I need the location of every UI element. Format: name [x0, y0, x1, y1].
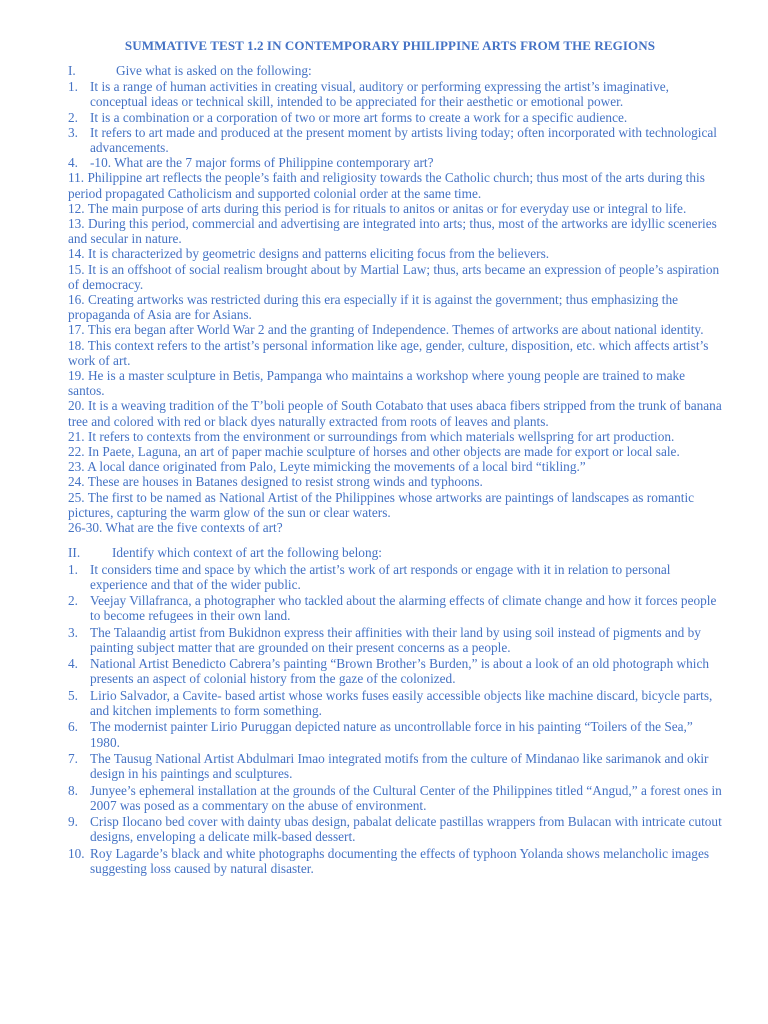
- item-text: Junyee’s ephemeral installation at the grounds of the Cultural Center of the Philippines titled “Angud,” a forest ones in 2007 was posed as a commentary on the abuse of environment.: [90, 782, 722, 813]
- list-item: [68, 125, 722, 155]
- question-item: 12. The main purpose of arts during this period is for rituals to anitos or anitas or for everyday use or integral to life.: [68, 200, 687, 216]
- section-2-list: [68, 562, 722, 877]
- section-1-flow-list: [68, 170, 722, 535]
- item-text: It considers time and space by which the artist’s work of art responds or engage with it in relation to personal experience and that of the wider public.: [90, 561, 671, 592]
- question-item: 19. He is a master sculpture in Betis, Pampanga who maintains a workshop where young people are trained to make santos.: [68, 368, 686, 399]
- section-2-instruction: Identify which context of art the following belong:: [112, 545, 382, 561]
- question-item: 25. The first to be named as National Artist of the Philippines whose artworks are paintings of landscapes as romantic pictures, capturing the warm glow of the sun or clear waters.: [68, 489, 695, 520]
- item-number: 10.: [68, 845, 85, 861]
- item-number: 1.: [68, 79, 78, 95]
- item-text: Crisp Ilocano bed cover with dainty ubas design, pabalat delicate pastillas wrappers from Bulacan with intricate cutout designs, enveloping a delicate milk-based dessert.: [90, 814, 722, 845]
- question-item: 16. Creating artworks was restricted during this era especially if it is against the government; thus emphasizing the propaganda of Asia are for Asians.: [68, 292, 679, 323]
- question-item: 20. It is a weaving tradition of the T’boli people of South Cotabato that uses abaca fibers stripped from the trunk of banana tree and colored with red or black dyes naturally extracted from roots of leaves and plants.: [68, 398, 722, 429]
- list-item: [68, 719, 722, 749]
- list-item: [68, 846, 722, 876]
- page-title: SUMMATIVE TEST 1.2 IN CONTEMPORARY PHILIPPINE ARTS FROM THE REGIONS: [124, 38, 656, 53]
- question-item: 23. A local dance originated from Palo, Leyte mimicking the movements of a local bird “tikling.”: [68, 459, 586, 475]
- item-number: 5.: [68, 687, 78, 703]
- section-1-instruction: Give what is asked on the following:: [116, 63, 312, 78]
- item-number: 6.: [68, 719, 78, 735]
- question-item: 14. It is characterized by geometric designs and patterns eliciting focus from the believers.: [68, 246, 550, 262]
- list-item: [68, 783, 722, 813]
- list-item: [68, 814, 722, 844]
- section-1-hanging-list: [68, 79, 722, 170]
- item-text: The modernist painter Lirio Puruggan depicted nature as uncontrollable force in his painting “Toilers of the Sea,” 1980.: [90, 719, 693, 750]
- item-text: It refers to art made and produced at the present moment by artists living today; often incorporated with technological advancements.: [90, 124, 717, 156]
- item-number: 2.: [68, 109, 78, 125]
- item-text: The Tausug National Artist Abdulmari Imao integrated motifs from the culture of Mindanao like sarimanok and okir design in his paintings and sculptures.: [90, 751, 709, 782]
- list-item: [68, 79, 722, 109]
- item-text: It is a range of human activities in creating visual, auditory or performing expressing the artist’s imaginative, conceptual ideas or technical skill, intended to be appreciated for their aesthetic or emotional power.: [90, 79, 669, 110]
- item-number: 3.: [68, 624, 78, 640]
- list-item: [68, 110, 722, 125]
- item-text: National Artist Benedicto Cabrera’s painting “Brown Brother’s Burden,” is about a look of an old photograph which presents an aspect of colonial history from the gaze of the colonized.: [90, 656, 710, 687]
- question-item: 21. It refers to contexts from the environment or surroundings from which materials wellspring for art production.: [68, 428, 675, 444]
- question-item: 26-30. What are the five contexts of art?: [68, 520, 283, 536]
- section-1-numeral: I.: [68, 63, 76, 78]
- section-2-numeral: II.: [68, 545, 81, 561]
- list-item: [68, 562, 722, 592]
- section-2-heading: [68, 545, 722, 560]
- question-item: 15. It is an offshoot of social realism brought about by Martial Law; thus, arts became an expression of people’s aspiration of democracy.: [68, 261, 720, 292]
- question-item: 24. These are houses in Batanes designed to resist strong winds and typhoons.: [68, 474, 483, 490]
- item-number: 7.: [68, 751, 78, 767]
- question-item: 13. During this period, commercial and advertising are integrated into arts; thus, most of the artworks are idyllic sceneries and secular in nature.: [68, 216, 717, 247]
- list-item: [68, 625, 722, 655]
- list-item: [68, 656, 722, 686]
- item-text: The Talaandig artist from Bukidnon express their affinities with their land by using soil instead of pigments and by painting subject matter that are grounded on their present concerns as a people.: [90, 624, 701, 655]
- item-text: Veejay Villafranca, a photographer who tackled about the alarming effects of climate change and how it forces people to become refugees in their own land.: [90, 593, 717, 624]
- item-number: 8.: [68, 782, 78, 798]
- item-text: -10. What are the 7 major forms of Philippine contemporary art?: [90, 155, 434, 171]
- item-number: 3.: [68, 124, 78, 140]
- item-number: 2.: [68, 593, 78, 609]
- section-1-heading: [68, 63, 722, 78]
- item-number: 1.: [68, 561, 78, 577]
- list-item: [68, 688, 722, 718]
- question-item: 11. Philippine art reflects the people’s faith and religiosity towards the Catholic church; thus most of the arts during this period propagated Catholicism and supported colonial order at the same time.: [68, 170, 705, 201]
- list-item: [68, 593, 722, 623]
- question-item: 22. In Paete, Laguna, an art of paper machie sculpture of horses and other objects are made for export or local sale.: [68, 444, 680, 460]
- list-item: [68, 751, 722, 781]
- question-item: 18. This context refers to the artist’s personal information like age, gender, culture, disposition, etc. which affects artist’s work of art.: [68, 337, 709, 368]
- item-number: 9.: [68, 814, 78, 830]
- list-item: [68, 155, 722, 170]
- item-number: 4.: [68, 656, 78, 672]
- item-text: Roy Lagarde’s black and white photographs documenting the effects of typhoon Yolanda shows melancholic images suggesting loss caused by natural disaster.: [90, 845, 710, 877]
- item-number: 4.: [68, 155, 78, 171]
- item-text: Lirio Salvador, a Cavite- based artist whose works fuses easily accessible objects like machine discard, bicycle parts, and kitchen implements to form something.: [90, 687, 713, 719]
- question-item: 17. This era began after World War 2 and the granting of Independence. Themes of artworks are about national identity.: [68, 322, 704, 338]
- item-text: It is a combination or a corporation of two or more art forms to create a work for a specific audience.: [90, 109, 628, 125]
